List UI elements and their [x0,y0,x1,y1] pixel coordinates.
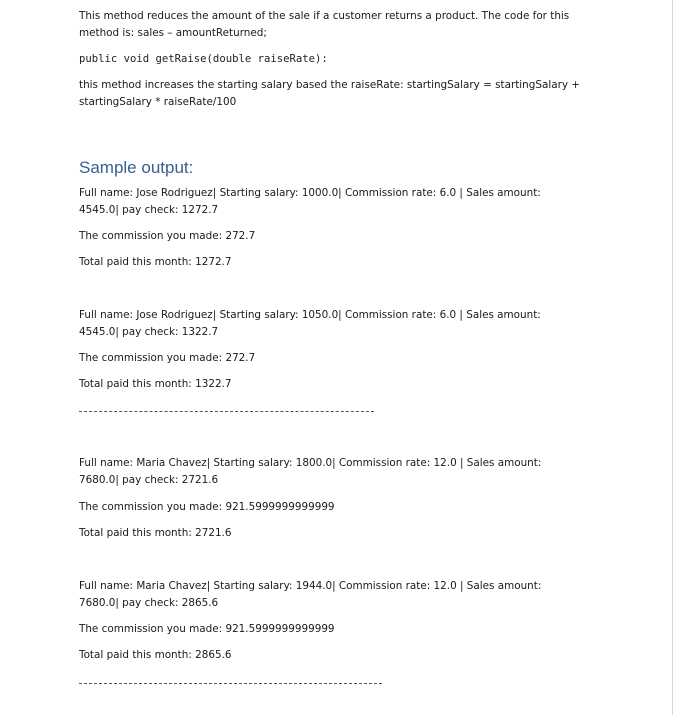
output-block-3-total: Total paid this month: 2721.6 [79,527,232,539]
output-block-4-line-1: Full name: Maria Chavez| Starting salary: 1944.0| Commission rate: 12.0 | Sales amount: [79,580,542,592]
intro-line-1: This method reduces the amount of the sale if a customer returns a product. The code for this [79,10,570,22]
method-description-line-1: this method increases the starting salary based the raiseRate: startingSalary = startingSalary + [79,79,581,91]
output-block-4-commission: The commission you made: 921.5999999999999 [79,623,335,635]
divider-line [79,411,374,412]
sample-output-heading: Sample output: [79,158,194,177]
intro-line-2: method is: sales – amountReturned; [79,27,267,39]
output-block-1-line-2: 4545.0| pay check: 1272.7 [79,204,219,216]
output-block-3-line-1: Full name: Maria Chavez| Starting salary: 1800.0| Commission rate: 12.0 | Sales amount: [79,457,542,469]
method-description-line-2: startingSalary * raiseRate/100 [79,96,237,108]
method-signature: public void getRaise(double raiseRate): [79,53,328,65]
output-block-1-total: Total paid this month: 1272.7 [79,256,232,268]
output-block-3-line-2: 7680.0| pay check: 2721.6 [79,474,219,486]
output-block-1-commission: The commission you made: 272.7 [79,230,256,242]
output-block-1-line-1: Full name: Jose Rodriguez| Starting salary: 1000.0| Commission rate: 6.0 | Sales amount: [79,187,541,199]
divider-line [79,683,382,684]
output-block-2-total: Total paid this month: 1322.7 [79,378,232,390]
output-block-2-line-1: Full name: Jose Rodriguez| Starting salary: 1050.0| Commission rate: 6.0 | Sales amount: [79,309,541,321]
output-block-2-line-2: 4545.0| pay check: 1322.7 [79,326,219,338]
output-block-4-total: Total paid this month: 2865.6 [79,649,232,661]
output-block-3-commission: The commission you made: 921.5999999999999 [79,501,335,513]
output-block-4-line-2: 7680.0| pay check: 2865.6 [79,597,219,609]
output-block-2-commission: The commission you made: 272.7 [79,352,256,364]
